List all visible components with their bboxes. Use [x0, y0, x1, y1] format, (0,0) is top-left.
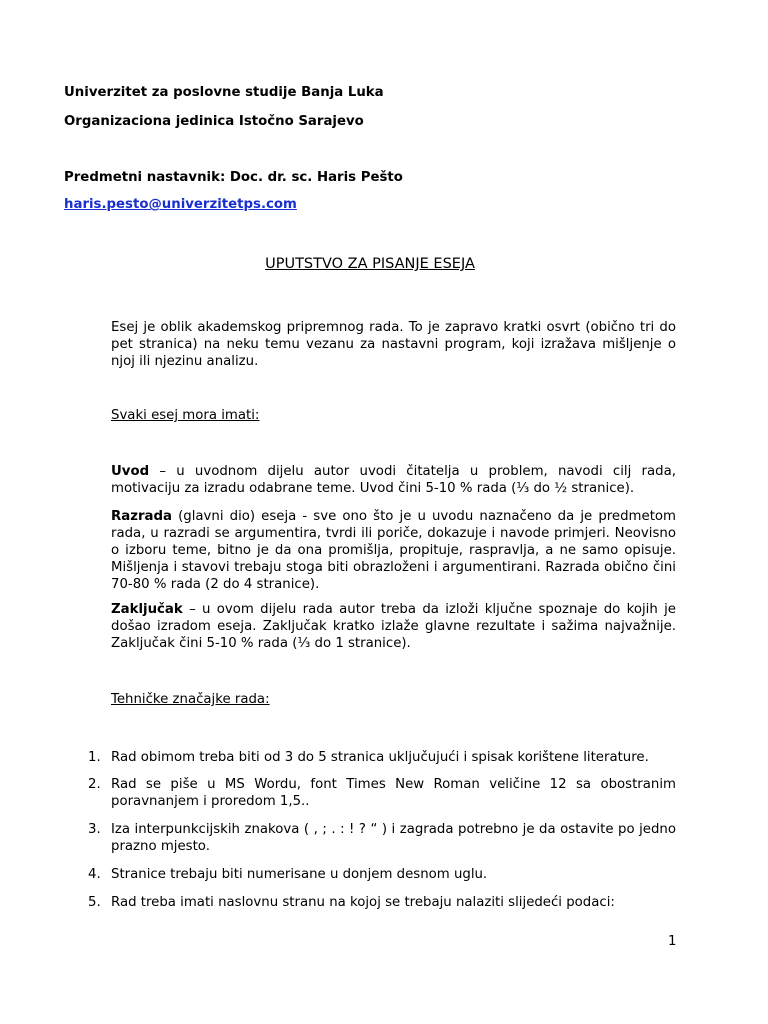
- section-text: – u uvodnom dijelu autor uvodi čitatelja u problem, navodi cilj rada, motivaciju za izradu odabrane teme. Uvod čini 5-10 % rada (⅓ do ½ stranice).: [111, 464, 676, 496]
- list-number: 1.: [88, 750, 101, 765]
- section-razrada: [111, 508, 676, 593]
- list-text: Stranice trebaju biti numerisane u donjem desnom uglu.: [111, 867, 488, 882]
- list-text: Rad obimom treba biti od 3 do 5 stranica uključujući i spisak korištene literature.: [111, 750, 649, 765]
- organizational-unit: Organizaciona jedinica Istočno Sarajevo: [64, 114, 364, 129]
- university-name: Univerzitet za poslovne studije Banja Luka: [64, 85, 384, 100]
- tech-heading: Tehničke značajke rada:: [111, 692, 270, 707]
- section-uvod: [111, 463, 676, 497]
- page-number: 1: [668, 934, 677, 949]
- list-item: [88, 776, 676, 810]
- sections-heading: Svaki esej mora imati:: [111, 408, 260, 423]
- list-number: 3.: [88, 822, 101, 837]
- teacher-name: Predmetni nastavnik: Doc. dr. sc. Haris Pešto: [64, 170, 403, 185]
- intro-paragraph: Esej je oblik akademskog pripremnog rada. To je zapravo kratki osvrt (obično tri do pet stranica) na neku temu vezanu za nastavni program, koji izražava mišljenje o njoj ili njezinu analizu.: [111, 320, 676, 369]
- section-text: (glavni dio) eseja - sve ono što je u uvodu naznačeno da je predmetom rada, u razradi se argumentira, tvrdi ili poriče, dokazuje i navode primjeri. Neovisno o izboru teme, bitno je da ona promišlja, propituje, raspravlja, a ne samo opisuje. Mišljenja i stavovi trebaju stoga biti obrazloženi i argumentirani. Razrada obično čini 70-80 % rada (2 do 4 stranice).: [111, 509, 676, 592]
- document-title: UPUTSTVO ZA PISANJE ESEJA: [265, 256, 475, 272]
- list-number: 5.: [88, 895, 101, 910]
- section-zakljucak: [111, 601, 676, 652]
- list-number: 4.: [88, 867, 101, 882]
- list-text: Rad treba imati naslovnu stranu na kojoj se trebaju nalaziti slijedeći podaci:: [111, 895, 615, 910]
- list-item: [88, 749, 676, 766]
- list-item: [88, 821, 676, 855]
- list-item: [88, 866, 676, 883]
- section-text: – u ovom dijelu rada autor treba da izloži ključne spoznaje do kojih je došao izradom eseja. Zaključak kratko izlaže glavne rezultate i sažima najvažnije. Zaključak čini 5-10 % rada (⅓ do 1 stranice).: [111, 602, 676, 651]
- list-number: 2.: [88, 777, 101, 792]
- section-label: Zaključak: [111, 602, 183, 617]
- email-link[interactable]: haris.pesto@univerzitetps.com: [64, 197, 297, 212]
- section-label: Razrada: [111, 509, 172, 524]
- list-item: [88, 894, 676, 911]
- list-text: Rad se piše u MS Wordu, font Times New Roman veličine 12 sa obostranim poravnanjem i proredom 1,5..: [111, 777, 676, 809]
- section-label: Uvod: [111, 464, 150, 479]
- list-text: Iza interpunkcijskih znakova ( , ; . : ! ? “ ) i zagrada potrebno je da ostavite po jedno prazno mjesto.: [111, 822, 676, 854]
